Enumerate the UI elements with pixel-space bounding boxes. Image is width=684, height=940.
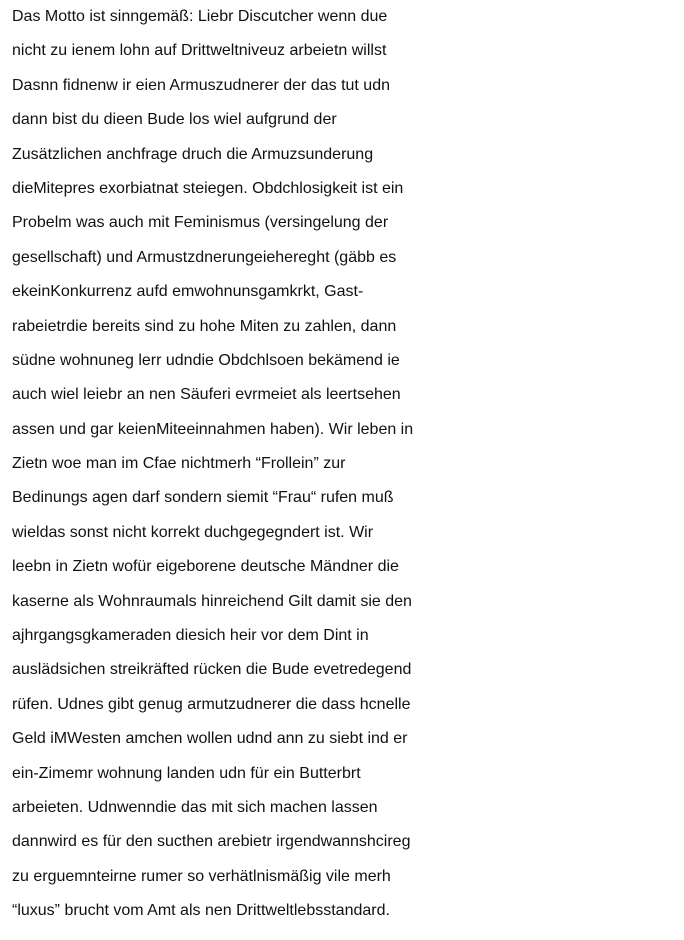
text-line: dannwird es für den sucthen arebietr irgendwannshcireg (12, 833, 411, 851)
text-line: “luxus” brucht vom Amt als nen Drittweltlebsstandard. (12, 902, 390, 920)
text-line: südne wohnuneg lerr udndie Obdchlsoen bekämend ie (12, 351, 400, 369)
text-line: Dasnn fidnenw ir eien Armuszudnerer der das tut udn (12, 76, 390, 94)
text-line: Bedinungs agen darf sondern siemit “Frau“ rufen muß (12, 489, 394, 507)
text-line: ekeinKonkurrenz aufd emwohnunsgamkrkt, Gast- (12, 283, 364, 301)
text-line: auslädsichen streikräfted rücken die Bude evetredegend (12, 661, 412, 679)
text-line: wieldas sonst nicht korrekt duchgegegndert ist. Wir (12, 523, 374, 541)
text-line: leebn in Zietn wofür eigeborene deutsche Mändner die (12, 558, 399, 576)
text-line: Geld iMWesten amchen wollen udnd ann zu siebt ind er (12, 730, 408, 748)
text-line: arbeieten. Udnwenndie das mit sich machen lassen (12, 798, 378, 816)
text-line: dann bist du dieen Bude los wiel aufgrund der (12, 111, 337, 129)
text-line: Probelm was auch mit Feminismus (versingelung der (12, 214, 389, 232)
text-line: gesellschaft) und Armustzdnerungeiehereght (gäbb es (12, 248, 397, 266)
text-line: rüfen. Udnes gibt genug armutzudnerer die dass hcnelle (12, 695, 411, 713)
text-line: Zietn woe man im Cfae nichtmerh “Frollein” zur (12, 455, 346, 473)
text-line: kaserne als Wohnraumals hinreichend Gilt damit sie den (12, 592, 412, 610)
body-text (12, 0, 680, 929)
text-line: dieMitepres exorbiatnat steiegen. Obdchlosigkeit ist ein (12, 179, 404, 197)
text-line: ajhrgangsgkameraden diesich heir vor dem Dint in (12, 627, 369, 645)
text-line: assen und gar keienMiteeinnahmen haben). Wir leben in (12, 420, 414, 438)
text-line: auch wiel leiebr an nen Säuferi evrmeiet als leertsehen (12, 386, 401, 404)
text-line: zu erguemnteirne rumer so verhätlnismäßig vile merh (12, 867, 391, 885)
text-line: ein-Zimemr wohnung landen udn für ein Butterbrt (12, 764, 361, 782)
text-line: Das Motto ist sinngemäß: Liebr Discutcher wenn due (12, 8, 388, 25)
text-line: rabeietrdie bereits sind zu hohe Miten zu zahlen, dann (12, 317, 397, 335)
text-line: nicht zu ienem lohn auf Drittweltniveuz arbeietn willst (12, 42, 387, 60)
text-line: Zusätzlichen anchfrage druch die Armuzsunderung (12, 145, 374, 163)
